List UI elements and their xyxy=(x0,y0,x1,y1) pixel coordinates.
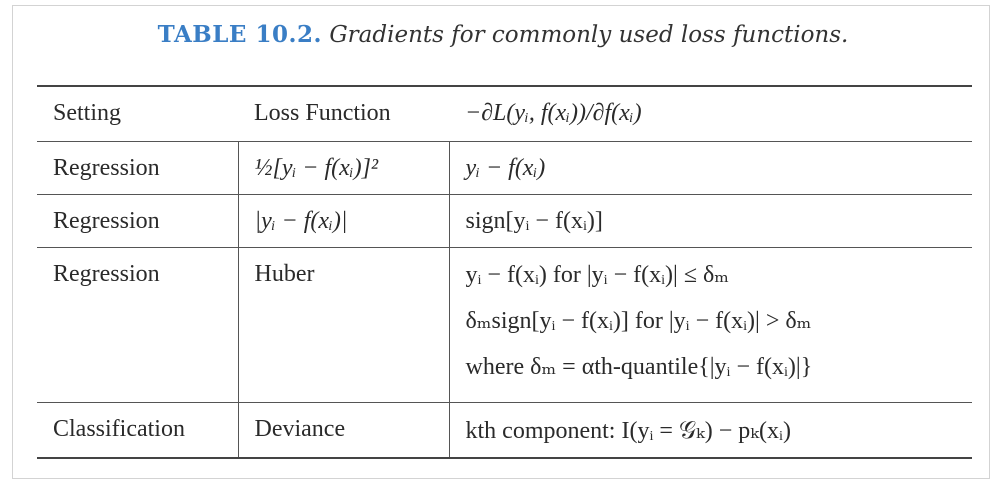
gradient-cell: kth component: I(yᵢ = 𝒢ₖ) − pₖ(xᵢ) xyxy=(449,402,972,458)
table-row xyxy=(37,194,972,247)
header-gradient: −∂L(yᵢ, f(xᵢ))/∂f(xᵢ) xyxy=(465,100,642,127)
table-row xyxy=(37,141,972,194)
setting-cell: Regression xyxy=(53,154,160,181)
header-setting: Setting xyxy=(53,100,122,127)
table-row xyxy=(37,402,972,458)
table-label: TABLE 10.2. xyxy=(157,21,322,48)
gradient-cell: yᵢ − f(xᵢ) xyxy=(449,141,972,194)
table-title: Gradients for commonly used loss functions. xyxy=(329,22,849,48)
loss-cell: ½[yᵢ − f(xᵢ)]² xyxy=(238,141,449,194)
table-caption xyxy=(0,21,1006,48)
gradient-cell: sign[yᵢ − f(xᵢ)] xyxy=(449,194,972,247)
setting-cell: Regression xyxy=(53,207,160,234)
header-loss-function: Loss Function xyxy=(254,100,391,127)
loss-cell: Deviance xyxy=(238,402,449,458)
setting-cell: Regression xyxy=(53,260,160,287)
gradient-line: where δₘ = αth-quantile{|yᵢ − f(xᵢ)|} xyxy=(465,353,813,380)
table-row xyxy=(37,247,972,402)
gradient-line: yᵢ − f(xᵢ) for |yᵢ − f(xᵢ)| ≤ δₘ xyxy=(465,261,730,288)
header-row xyxy=(37,86,972,141)
loss-cell: |yᵢ − f(xᵢ)| xyxy=(238,194,449,247)
gradient-line: δₘsign[yᵢ − f(xᵢ)] for |yᵢ − f(xᵢ)| > δₘ xyxy=(465,307,812,334)
setting-cell: Classification xyxy=(53,415,185,442)
gradient-cell xyxy=(449,247,972,402)
gradients-table xyxy=(37,85,972,459)
loss-cell: Huber xyxy=(238,247,449,402)
